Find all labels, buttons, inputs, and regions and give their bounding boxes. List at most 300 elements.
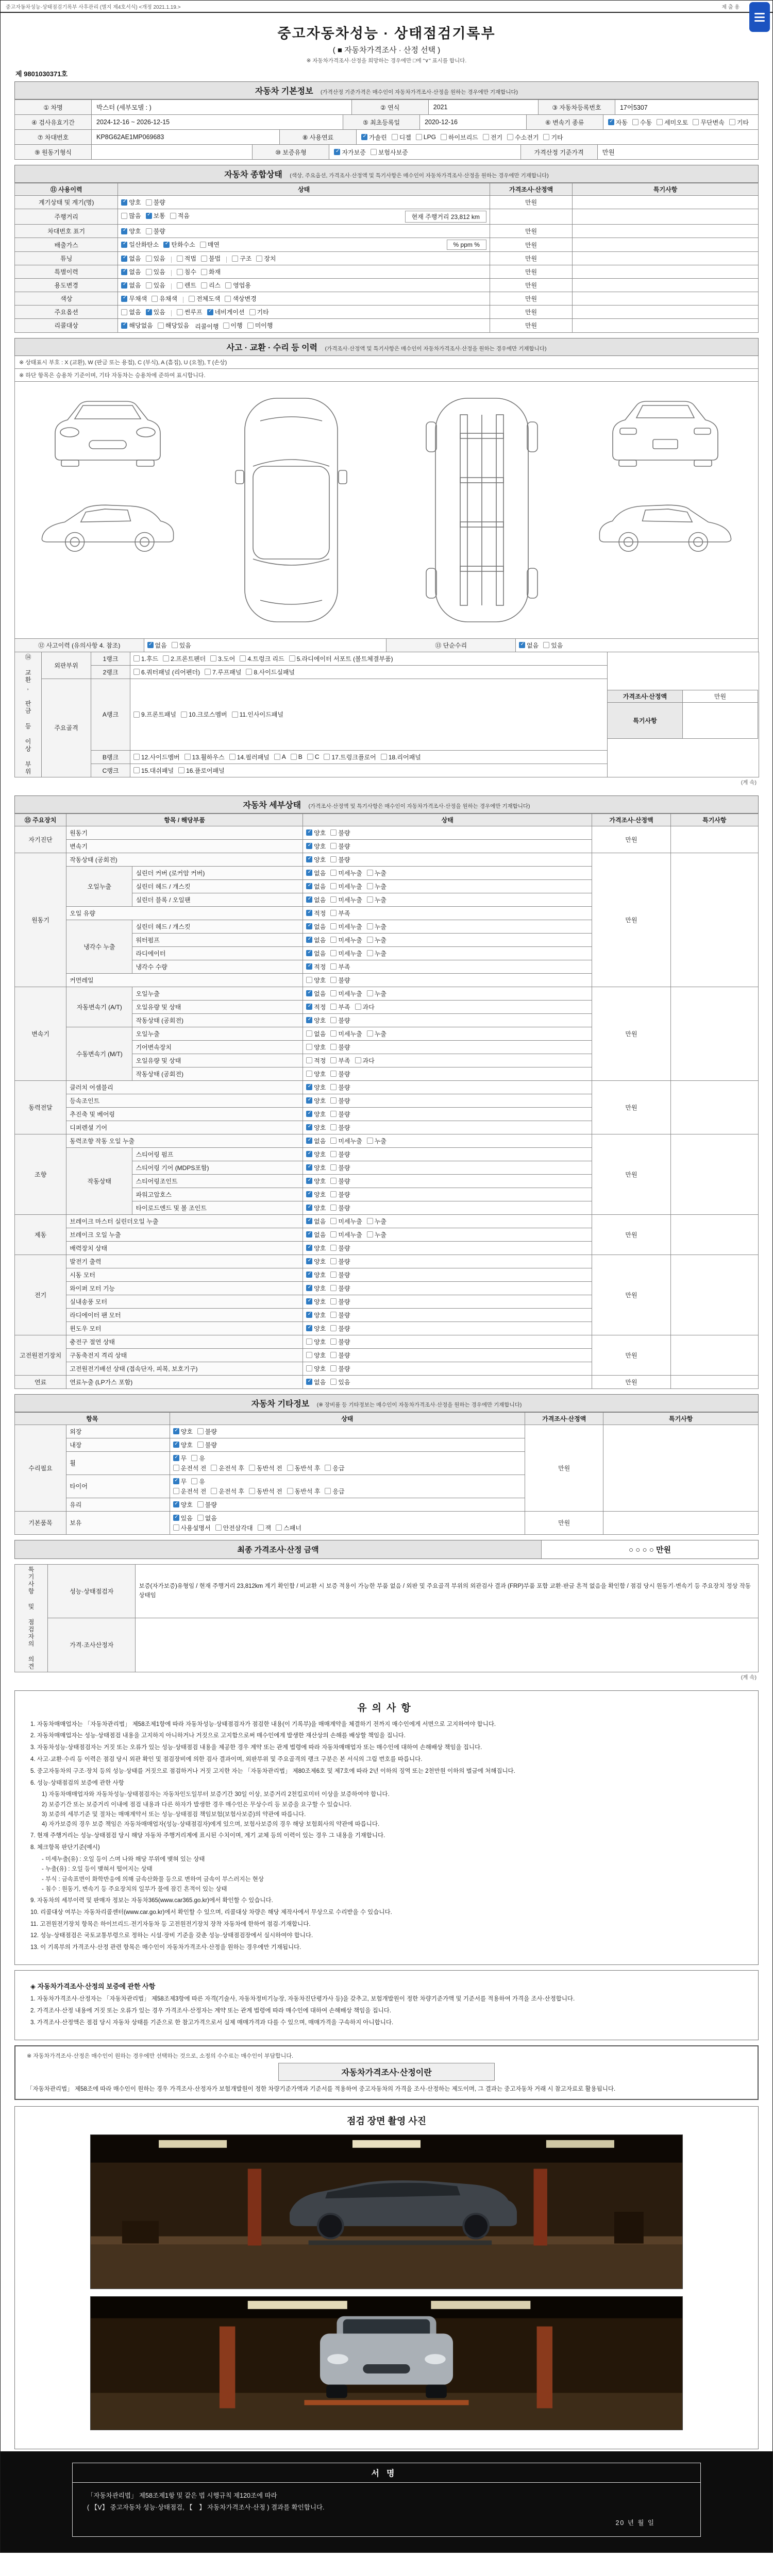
checkbox-양호[interactable] [306,1364,326,1373]
checkbox-3.도어[interactable] [210,654,235,663]
checkbox-양호[interactable] [306,1110,326,1118]
checkbox-불량[interactable] [330,1270,350,1279]
checkbox-동반석 후[interactable] [287,1487,321,1496]
checkbox-없음[interactable] [197,1514,217,1522]
checkbox-불량[interactable] [330,1083,350,1092]
checkbox-자가보증[interactable] [334,148,365,157]
checkbox-없음[interactable] [306,989,326,998]
checkbox-label: 미세누출 [338,936,362,944]
checkbox-잭[interactable] [258,1523,272,1532]
checkbox-label: 없음 [314,1137,326,1145]
checkbox-색상변경[interactable] [225,294,256,303]
checkbox-없음[interactable] [306,1378,326,1386]
checkbox-불량[interactable] [330,1150,350,1159]
checkbox-label: 부족 [338,1003,350,1011]
checkbox-없음[interactable] [306,882,326,891]
checkbox-무[interactable] [173,1454,187,1463]
checkbox-누출[interactable] [367,936,386,944]
device-group-label: 전기 [15,1255,66,1335]
checkbox-양호[interactable] [306,1324,326,1333]
field-value: 만원 [597,144,759,160]
checkbox-label: 리스 [208,282,221,289]
checkbox-label: 있음 [180,1514,193,1522]
remark-cell [573,279,759,292]
checkbox-없음[interactable] [306,1230,326,1239]
checkbox-양호[interactable] [306,1337,326,1346]
checkbox-불량[interactable] [330,1204,350,1212]
checkbox-label: 미세누출 [338,896,362,904]
checkbox-누출[interactable] [367,989,386,998]
checkbox-16.플로어패널[interactable] [178,766,225,775]
checkbox-불량[interactable] [330,842,350,851]
checkbox-없음[interactable] [519,641,539,650]
checkbox-양호[interactable] [306,1257,326,1266]
checkbox-양호[interactable] [306,1297,326,1306]
checkbox-누출[interactable] [367,895,386,904]
price-cell: 만원 [592,987,670,1080]
checkbox-미세누출[interactable] [330,1217,362,1226]
checkbox-label: 양호 [314,1083,326,1091]
checkbox-box [330,1379,337,1385]
checkbox-구조[interactable] [232,254,251,263]
checkbox-5.라디에이터 서포트 (볼트체결부품)[interactable] [289,654,393,663]
checkbox-box [306,829,312,836]
checkbox-불량[interactable] [330,976,350,985]
checkbox-불량[interactable] [330,1177,350,1185]
checkbox-불량[interactable] [330,1244,350,1252]
checkbox-box [330,963,337,970]
checkbox-리스[interactable] [201,281,221,290]
checkbox-안전삼각대[interactable] [215,1523,253,1532]
checkbox-box [306,923,312,929]
state-cell [118,292,490,306]
checkbox-무채색[interactable] [121,294,147,303]
checkbox-있음[interactable] [146,267,165,276]
checkbox-없음[interactable] [121,281,141,290]
notice-item: 13. 이 기록부의 가격조사·산정 관련 항목은 매수인이 자동차가격조사·산정을 원하는 경우에만 기재됩니다. [30,1944,301,1951]
checkbox-양호[interactable] [306,1150,326,1159]
state-cell [303,1107,592,1121]
car-side-view-right-diagram [591,494,740,556]
checkbox-불량[interactable] [330,1284,350,1293]
remark-cell [573,225,759,238]
checkbox-양호[interactable] [306,855,326,864]
checkbox-불량[interactable] [330,1351,350,1360]
price-cell: 만원 [592,1375,670,1388]
checkbox-7.루프패널[interactable] [205,668,241,676]
checkbox-보험사보증[interactable] [371,148,408,157]
checkbox-운전석 전[interactable] [173,1487,207,1496]
checkbox-불량[interactable] [330,1364,350,1373]
checkbox-label: 불량 [338,856,350,863]
checkbox-label: 양호 [129,228,141,235]
checkbox-부족[interactable] [330,962,350,971]
checkbox-양호[interactable] [173,1500,193,1509]
checkbox-양호[interactable] [306,1096,326,1105]
etc-info-section [14,1394,759,1535]
checkbox-불량[interactable] [330,1070,350,1078]
checkbox-있음[interactable] [146,308,165,316]
checkbox-불량[interactable] [330,1096,350,1105]
checkbox-침수[interactable] [177,267,196,276]
checkbox-양호[interactable] [173,1427,193,1436]
checkbox-13.휠하우스[interactable] [184,753,225,761]
checkbox-box [225,282,231,289]
item-label: 실린더 헤드 / 개스킷 [132,920,303,933]
checkbox-불량[interactable] [146,227,165,235]
item-label: 추진축 및 베어링 [66,1107,303,1121]
checkbox-불량[interactable] [330,1163,350,1172]
checkbox-없음[interactable] [121,308,141,316]
checkbox-17.트렁크플로어[interactable] [324,753,376,761]
checkbox-양호[interactable] [121,198,141,207]
checkbox-불량[interactable] [330,1311,350,1319]
checkbox-누출[interactable] [367,1029,386,1038]
checkbox-미이행[interactable] [247,321,273,330]
checkbox-누출[interactable] [367,882,386,891]
price-cell [490,209,572,225]
checkbox-수동[interactable] [632,118,652,127]
checkbox-누출[interactable] [367,1137,386,1145]
checkbox-있음[interactable] [146,254,165,263]
checkbox-전기[interactable] [483,133,502,142]
checkbox-보통[interactable] [146,211,165,220]
checkbox-box [246,669,252,675]
checkbox-box [197,1442,204,1448]
notice-subitem: - 부식 : 금속표면이 화학반응에 의해 금속산화물 등으로 변하여 금속이 부스러지는 현상 [42,1876,264,1883]
checkbox-양호[interactable] [306,1070,326,1078]
panel-category-label: 주요골격 [42,679,91,777]
checkbox-장치[interactable] [256,254,276,263]
checkbox-양호[interactable] [306,842,326,851]
checkbox-box [306,963,312,970]
final-price-value: ○ ○ ○ ○ 만원 [542,1540,758,1558]
device-group-label: 자기진단 [15,826,66,853]
checkbox-box [367,923,373,929]
checkbox-적음[interactable] [170,211,190,220]
checkbox-1.후드[interactable] [133,654,158,663]
overall-row [15,292,759,306]
checkbox-양호[interactable] [306,1190,326,1199]
overall-row [15,279,759,292]
checkbox-일산화탄소[interactable] [121,240,159,249]
checkbox-box [330,1030,337,1037]
checkbox-box [330,870,337,876]
checkbox-운전석 후[interactable] [211,1487,244,1496]
checkbox-화재[interactable] [201,267,221,276]
checkbox-없음[interactable] [306,1137,326,1145]
overall-row [15,319,759,333]
checkbox-유[interactable] [191,1454,205,1463]
checkbox-자동[interactable] [608,118,628,127]
price-cell: 만원 [592,826,670,853]
checkbox-유채색[interactable] [152,294,177,303]
checkbox-미세누출[interactable] [330,1029,362,1038]
checkbox-양호[interactable] [306,828,326,837]
checkbox-썬루프[interactable] [177,308,203,316]
checkbox-누출[interactable] [367,949,386,958]
checkbox-불량[interactable] [330,1016,350,1025]
checkbox-8.사이드실패널[interactable] [246,668,295,676]
checkbox-스패너[interactable] [276,1523,301,1532]
checkbox-없음[interactable] [306,922,326,931]
floating-menu-widget[interactable] [749,2,770,32]
checkbox-적법[interactable] [177,254,196,263]
checkbox-양호[interactable] [306,1163,326,1172]
checkbox-기타[interactable] [729,118,749,127]
item-label: 동력조향 작동 오일 누출 [66,1134,303,1147]
checkbox-label: 잭 [265,1524,272,1532]
state-cell [303,1281,592,1295]
checkbox-부족[interactable] [330,1056,350,1065]
checkbox-label: 있음 [153,268,165,276]
checkbox-가솔린[interactable] [361,133,387,142]
checkbox-있음[interactable] [172,641,191,650]
row-label: 튜닝 [15,252,118,265]
checkbox-label: 불량 [153,228,165,235]
checkbox-동반석 후[interactable] [287,1464,321,1472]
checkbox-응급[interactable] [325,1464,344,1472]
checkbox-수소전기[interactable] [507,133,539,142]
checkbox-양호[interactable] [306,976,326,985]
checkbox-불량[interactable] [330,1110,350,1118]
checkbox-label: 무 [180,1478,187,1485]
checkbox-box [306,1285,312,1291]
checkbox-불량[interactable] [330,828,350,837]
checkbox-9.프론트패널[interactable] [133,710,176,719]
checkbox-A[interactable] [274,753,286,760]
state-cell [118,209,490,225]
checkbox-미세누출[interactable] [330,869,362,877]
checkbox-box [306,1017,312,1023]
checkbox-box [330,1191,337,1197]
checkbox-불량[interactable] [330,1190,350,1199]
row-label: 차대번호 표기 [15,225,118,238]
checkbox-label: 운전석 후 [219,1487,245,1495]
checkbox-label: 불량 [338,1110,350,1118]
checkbox-없음[interactable] [121,254,141,263]
checkbox-box [133,754,140,760]
checkbox-box [306,910,312,916]
checkbox-없음[interactable] [121,267,141,276]
checkbox-네비게이션[interactable] [207,308,245,316]
checkbox-유[interactable] [191,1477,205,1486]
checkbox-양호[interactable] [306,1177,326,1185]
sheet [14,13,759,2449]
checkbox-이행[interactable] [223,321,243,330]
checkbox-많음[interactable] [121,211,141,220]
checkbox-양호[interactable] [306,1351,326,1360]
checkbox-box [306,1191,312,1197]
checkbox-불량[interactable] [330,855,350,864]
form-reference-note: 중고자동차성능·상태점검기록부 사후관리 (별지 제4호서식) <개정 2021.1.19.> [6,4,181,10]
checkbox-LPG[interactable] [416,133,436,141]
checkbox-사용설명서[interactable] [173,1523,211,1532]
checkbox-미세누출[interactable] [330,949,362,958]
checkbox-12.사이드멤버[interactable] [133,753,180,761]
inspection-photo-section [14,2106,759,2449]
checkbox-하이브리드[interactable] [441,133,478,142]
checkbox-미세누출[interactable] [330,989,362,998]
checkbox-불량[interactable] [330,1123,350,1132]
checkbox-있음[interactable] [146,281,165,290]
checkbox-label: 가솔린 [368,133,387,141]
item-label: 보유 [66,1511,170,1534]
checkbox-기타[interactable] [543,133,563,142]
checkbox-매연[interactable] [200,240,220,249]
title-note: ※ 자동차가격조사·산정을 희망하는 경우에만 □에 "∨" 표시를 합니다. [306,58,467,64]
item-label: 스티어링 기어 (MDPS포함) [132,1161,303,1174]
checkbox-label: 양호 [314,1351,326,1359]
remark-cell [683,703,758,739]
checkbox-양호[interactable] [306,1270,326,1279]
checkbox-label: 있음 [179,641,191,649]
checkbox-미세누출[interactable] [330,882,362,891]
checkbox-과다[interactable] [355,1056,375,1065]
checkbox-불량[interactable] [330,1337,350,1346]
column-header: 상태 [303,814,592,826]
checkbox-10.크로스멤버[interactable] [181,710,227,719]
checkbox-영업용[interactable] [225,281,251,290]
diagram-column-right [591,389,740,556]
checkbox-6.쿼터패널 (리어펜더)[interactable] [133,668,200,676]
etc-row [15,1511,759,1534]
checkbox-누출[interactable] [367,1217,386,1226]
checkbox-양호[interactable] [306,1016,326,1025]
rank-label: 1랭크 [91,652,130,665]
checkbox-해당없음[interactable] [121,321,153,330]
menu-icon [754,13,765,14]
checkbox-있음[interactable] [543,641,563,650]
checkbox-불량[interactable] [197,1440,217,1449]
state-cell [303,853,592,866]
checkbox-label: 불량 [338,1150,350,1158]
checkbox-불법[interactable] [201,254,221,263]
checkbox-없음[interactable] [306,1217,326,1226]
checkbox-box [330,1365,337,1371]
checkbox-양호[interactable] [306,1083,326,1092]
checkbox-B[interactable] [291,753,303,760]
checkbox-없음[interactable] [306,949,326,958]
checkbox-불량[interactable] [330,1257,350,1266]
checkbox-적정[interactable] [306,1003,326,1011]
checkbox-없음[interactable] [306,895,326,904]
checkbox-누출[interactable] [367,869,386,877]
checkbox-불량[interactable] [146,198,165,207]
state-cell [303,879,592,893]
checkbox-15.대쉬패널[interactable] [133,766,174,775]
checkbox-부족[interactable] [330,909,350,918]
checkbox-양호[interactable] [306,1123,326,1132]
checkbox-기타[interactable] [249,308,269,316]
checkbox-동반석 전[interactable] [249,1487,282,1496]
checkbox-불량[interactable] [330,1324,350,1333]
checkbox-미세누출[interactable] [330,1137,362,1145]
checkbox-양호[interactable] [173,1440,193,1449]
checkbox-label: 동반석 전 [257,1464,282,1472]
checkbox-label: 네비게이션 [214,309,245,316]
checkbox-미세누출[interactable] [330,1230,362,1239]
checkbox-과다[interactable] [355,1003,375,1011]
checkbox-2.프론트펜더[interactable] [163,654,206,663]
checkbox-box [330,1245,337,1251]
checkbox-없음[interactable] [147,641,167,650]
checkbox-box [361,134,367,140]
checkbox-box [121,199,127,206]
checkbox-양호[interactable] [306,1311,326,1319]
checkbox-해당있음[interactable] [158,321,189,330]
remark-cell [670,1255,758,1335]
checkbox-적정[interactable] [306,1056,326,1065]
checkbox-미세누출[interactable] [330,895,362,904]
checkbox-C[interactable] [307,753,320,760]
checkbox-응급[interactable] [325,1487,344,1496]
checkbox-없음[interactable] [306,869,326,877]
checkbox-양호[interactable] [306,1284,326,1293]
checkbox-불량[interactable] [197,1427,217,1436]
checkbox-18.리어패널[interactable] [381,753,421,761]
checkbox-동반석 전[interactable] [249,1464,282,1472]
checkbox-운전석 전[interactable] [173,1464,207,1472]
state-cell [303,1321,592,1335]
checkbox-label: 안전삼각대 [223,1524,253,1532]
checkbox-적정[interactable] [306,909,326,918]
checkbox-세미오토[interactable] [657,118,688,127]
checkbox-양호[interactable] [306,1043,326,1052]
checkbox-미세누출[interactable] [330,922,362,931]
checkbox-box [121,296,127,302]
checkbox-있음[interactable] [173,1514,193,1522]
checkbox-부족[interactable] [330,1003,350,1011]
checkbox-11.인사이드패널[interactable] [232,710,283,719]
checkbox-있음[interactable] [330,1378,350,1386]
item-label: 기어변속장치 [132,1040,303,1054]
checkbox-box [330,843,337,849]
checkbox-운전석 후[interactable] [211,1464,244,1472]
opinion-author-label: 성능·상태점검자 [48,1564,136,1618]
checkbox-전체도색[interactable] [189,294,220,303]
checkbox-없음[interactable] [306,1029,326,1038]
checkbox-양호[interactable] [121,227,141,235]
checkbox-14.필러패널[interactable] [229,753,270,761]
checkbox-불량[interactable] [330,1043,350,1052]
field-value [356,129,759,145]
checkbox-box [121,282,127,289]
checkbox-미세누출[interactable] [330,936,362,944]
checkbox-label: 해당없음 [129,322,153,329]
checkbox-box [191,1455,197,1461]
checkbox-양호[interactable] [306,1204,326,1212]
checkbox-label: 3.도어 [218,655,236,663]
checkbox-없음[interactable] [306,936,326,944]
checkbox-렌트[interactable] [177,281,196,290]
checkbox-4.트렁크 리드[interactable] [240,654,284,663]
continued-marker: (계 속) [741,1674,757,1681]
checkbox-누출[interactable] [367,922,386,931]
item-label: 외장 [66,1425,170,1438]
checkbox-불량[interactable] [330,1297,350,1306]
checkbox-탄화수소[interactable] [163,240,195,249]
checkbox-label: 양호 [314,1338,326,1346]
checkbox-불량[interactable] [197,1500,217,1509]
checkbox-적정[interactable] [306,962,326,971]
checkbox-무단변속[interactable] [693,118,724,127]
checkbox-누출[interactable] [367,1230,386,1239]
checkbox-디젤[interactable] [392,133,411,142]
checkbox-label: 없음 [155,641,167,649]
checkbox-양호[interactable] [306,1244,326,1252]
checkbox-무[interactable] [173,1477,187,1486]
